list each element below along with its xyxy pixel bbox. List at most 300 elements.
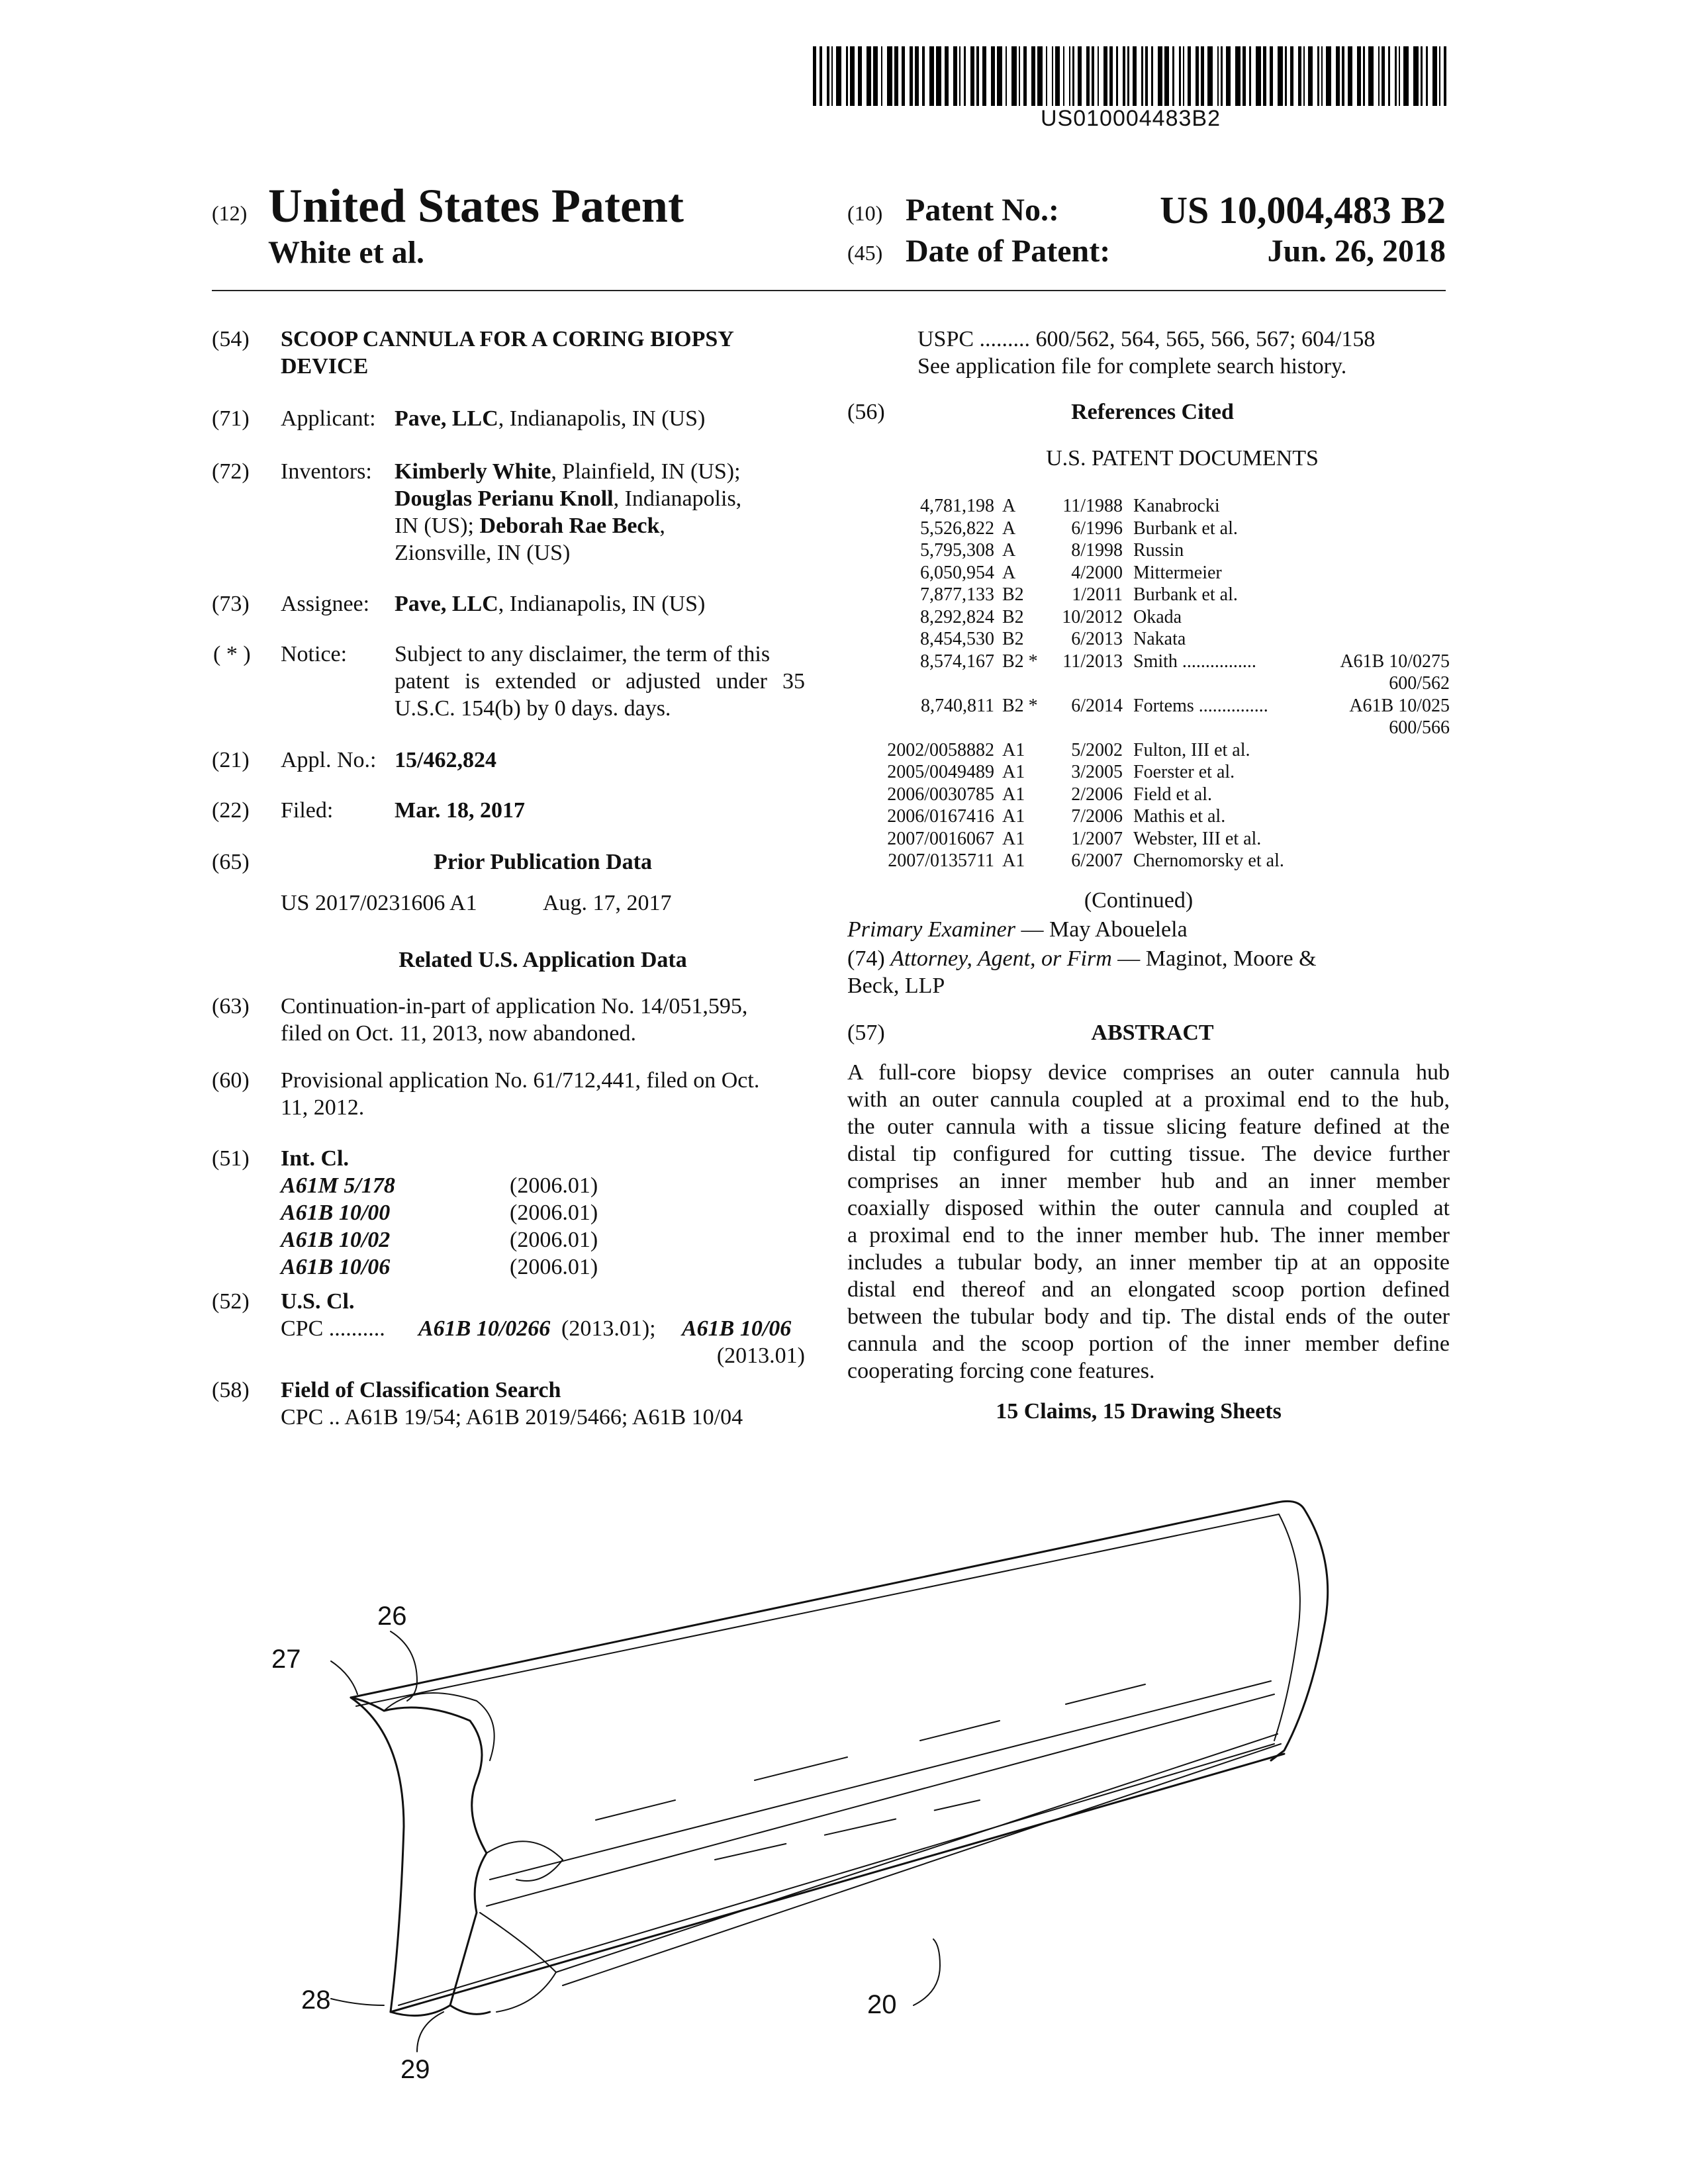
reference-kind: A bbox=[1002, 540, 1016, 561]
reference-name: Kanabrocki bbox=[1133, 496, 1220, 516]
reference-date: 11/1988 bbox=[1062, 496, 1123, 516]
cannula-top-edge-inner bbox=[356, 1514, 1279, 1706]
field-code: (51) bbox=[212, 1146, 250, 1171]
field-code: (58) bbox=[212, 1378, 250, 1402]
reference-number: 6,050,954 bbox=[920, 562, 994, 583]
abstract-body bbox=[847, 1059, 1450, 1385]
barcode-bar bbox=[945, 46, 949, 106]
barcode-bar bbox=[1388, 46, 1390, 106]
barcode-bar bbox=[1103, 46, 1107, 106]
reference-date: 2/2006 bbox=[1071, 784, 1123, 805]
field-22 bbox=[0, 797, 827, 827]
field-code: (63) bbox=[212, 994, 250, 1019]
hidden-edge-dashes bbox=[596, 1684, 1145, 1820]
us-patent-docs-heading: U.S. PATENT DOCUMENTS bbox=[1046, 446, 1319, 471]
barcode-bar bbox=[910, 46, 913, 106]
continuation-line2: filed on Oct. 11, 2013, now abandoned. bbox=[281, 1021, 636, 1046]
reference-number: 8,454,530 bbox=[920, 629, 994, 649]
reference-date: 1/2007 bbox=[1071, 828, 1123, 849]
barcode-bar bbox=[1179, 46, 1181, 106]
barcode-bar bbox=[1290, 46, 1293, 106]
barcode-bar bbox=[1072, 46, 1074, 106]
invention-title-line1: SCOOP CANNULA FOR A CORING BIOPSY bbox=[281, 327, 734, 351]
reference-date: 7/2006 bbox=[1071, 806, 1123, 827]
int-class: A61M 5/178 bbox=[281, 1173, 395, 1198]
reference-row bbox=[827, 695, 1450, 739]
reference-number: 4,781,198 bbox=[920, 496, 994, 516]
barcode-bar bbox=[858, 46, 862, 106]
barcode-bar bbox=[1116, 46, 1118, 106]
reference-name: Mathis et al. bbox=[1133, 806, 1226, 827]
barcode-bar bbox=[1207, 46, 1213, 106]
barcode-bar bbox=[1183, 46, 1184, 106]
barcode-bar bbox=[894, 46, 898, 106]
barcode-bar bbox=[867, 46, 871, 106]
barcode-bar bbox=[1164, 46, 1169, 106]
reference-kind: A bbox=[1002, 496, 1016, 516]
reference-kind: A1 bbox=[1002, 828, 1025, 849]
uspc-line: USPC ......... 600/562, 564, 565, 566, 567; 604/158 bbox=[917, 327, 1376, 351]
reference-name: Webster, III et al. bbox=[1133, 828, 1262, 849]
code-10: (10) bbox=[847, 201, 883, 225]
scoop-upper-lip bbox=[351, 1698, 482, 1780]
abstract-line: with an outer cannula coupled at a proximal end to the hub, bbox=[847, 1087, 1450, 1112]
field-notice bbox=[0, 641, 827, 727]
barcode-bar bbox=[1052, 46, 1053, 106]
barcode-bar bbox=[964, 46, 966, 106]
field-63 bbox=[0, 993, 827, 1052]
reference-number: 2007/0135711 bbox=[888, 850, 994, 871]
reference-kind: B2 * bbox=[1002, 695, 1038, 716]
field-code: (52) bbox=[212, 1289, 250, 1314]
reference-row bbox=[827, 606, 1450, 629]
inventor-2-location: , Indianapolis, bbox=[613, 486, 742, 511]
scoop-upper-lip-inner bbox=[384, 1693, 494, 1760]
date-label: Date of Patent: bbox=[906, 234, 1111, 269]
barcode-bar bbox=[1006, 46, 1007, 106]
reference-name: Okada bbox=[1133, 606, 1182, 627]
barcode-bar bbox=[1336, 46, 1340, 106]
cpc-version-2: (2013.01) bbox=[716, 1343, 805, 1368]
barcode-bar bbox=[1133, 46, 1137, 106]
abstract-line: distal end thereof and an elongated scoop portion defined bbox=[847, 1277, 1450, 1302]
field-code: (60) bbox=[212, 1068, 250, 1093]
reference-date: 5/2002 bbox=[1071, 739, 1123, 760]
provisional-line1: Provisional application No. 61/712,441, filed on Oct. bbox=[281, 1068, 760, 1093]
reference-name: Smith ................ bbox=[1133, 651, 1256, 672]
field-code-56: (56) bbox=[847, 400, 885, 424]
reference-name: Nakata bbox=[1133, 629, 1186, 649]
barcode-bar bbox=[1201, 46, 1204, 106]
forcing-cone-loop-upper bbox=[487, 1841, 563, 1881]
reference-date: 6/2014 bbox=[1071, 695, 1123, 716]
reference-row bbox=[827, 539, 1450, 562]
barcode-bar bbox=[1432, 46, 1437, 106]
reference-date: 10/2012 bbox=[1062, 606, 1123, 627]
inner-line-3 bbox=[556, 1734, 1278, 1972]
field-code: ( * ) bbox=[213, 642, 251, 666]
reference-kind: A bbox=[1002, 518, 1016, 539]
assignee-label: Assignee: bbox=[281, 592, 370, 616]
barcode-bar bbox=[1123, 46, 1125, 106]
reference-row bbox=[827, 805, 1450, 828]
reference-row bbox=[827, 518, 1450, 540]
reference-kind: A1 bbox=[1002, 784, 1025, 805]
int-class: A61B 10/02 bbox=[281, 1228, 391, 1252]
barcode-bar bbox=[1172, 46, 1174, 106]
reference-row bbox=[827, 628, 1450, 651]
patent-heading: United States Patent bbox=[268, 179, 684, 232]
barcode-bar bbox=[1249, 46, 1251, 106]
barcode-bar bbox=[953, 46, 957, 106]
reference-number: 5,526,822 bbox=[920, 518, 994, 539]
barcode-bar bbox=[887, 46, 892, 106]
barcode-bar bbox=[1413, 46, 1419, 106]
prior-pub-number: US 2017/0231606 A1 bbox=[281, 891, 477, 915]
barcode-bar bbox=[1298, 46, 1301, 106]
barcode-bar bbox=[813, 46, 816, 106]
reference-name: Field et al. bbox=[1133, 784, 1212, 805]
appl-no-label: Appl. No.: bbox=[281, 748, 377, 772]
inventor-3-sep: , bbox=[659, 514, 665, 538]
barcode-bar bbox=[936, 46, 941, 106]
field-51 bbox=[0, 1145, 827, 1284]
patent-date: Jun. 26, 2018 bbox=[1267, 234, 1446, 269]
notice-line2: patent is extended or adjusted under 35 bbox=[395, 669, 805, 694]
cpc-label: CPC .......... bbox=[281, 1316, 385, 1341]
barcode-bar bbox=[1357, 46, 1361, 106]
barcode-bar bbox=[1285, 46, 1287, 106]
reference-kind: B2 * bbox=[1002, 651, 1038, 672]
barcode-bar bbox=[970, 46, 974, 106]
field-58 bbox=[0, 1377, 827, 1436]
cannula-top-edge bbox=[351, 1501, 1304, 1698]
attorney-line2: Beck, LLP bbox=[847, 974, 945, 998]
field-60 bbox=[0, 1067, 827, 1126]
field-73 bbox=[0, 590, 827, 620]
barcode-bar bbox=[991, 46, 995, 106]
field-code: (22) bbox=[212, 798, 250, 823]
label-27: 27 bbox=[271, 1645, 301, 1674]
attorney-line1: — Maginot, Moore & bbox=[1111, 946, 1317, 971]
cannula-bottom-edge-inner bbox=[399, 1744, 1274, 2005]
reference-row bbox=[827, 850, 1450, 872]
barcode-bar bbox=[831, 46, 833, 106]
barcode-bar bbox=[1055, 46, 1060, 106]
barcode-bar bbox=[1226, 46, 1231, 106]
barcode-bar bbox=[922, 46, 925, 106]
barcode-bar bbox=[929, 46, 934, 106]
filed-date: Mar. 18, 2017 bbox=[395, 798, 526, 823]
related-heading: Related U.S. Application Data bbox=[399, 948, 687, 972]
abstract-line: cooperating forcing cone features. bbox=[847, 1359, 1155, 1383]
prior-pub-heading: Prior Publication Data bbox=[434, 850, 652, 874]
code-45: (45) bbox=[847, 241, 883, 265]
barcode-bar bbox=[1243, 46, 1246, 106]
label-29: 29 bbox=[400, 2055, 430, 2084]
abstract-line: a proximal end to the inner member hub. The inner member bbox=[847, 1223, 1450, 1248]
reference-class: A61B 10/0275 bbox=[1340, 651, 1450, 672]
abstract-line: cannula and the scoop portion of the inner member define bbox=[847, 1332, 1450, 1356]
invention-title-line2: DEVICE bbox=[281, 354, 369, 379]
field-54 bbox=[0, 326, 827, 385]
barcode-bar bbox=[1127, 46, 1129, 106]
reference-row bbox=[827, 584, 1450, 606]
barcode-bar bbox=[1145, 46, 1148, 106]
barcode-bar bbox=[1086, 46, 1090, 106]
barcode-bar bbox=[1196, 46, 1199, 106]
barcode-bar bbox=[1426, 46, 1428, 106]
reference-name: Burbank et al. bbox=[1133, 584, 1238, 605]
reference-number: 8,292,824 bbox=[920, 606, 994, 627]
notice-line3: U.S.C. 154(b) by 0 days. days. bbox=[395, 696, 671, 721]
barcode-bar bbox=[1098, 46, 1099, 106]
assignee-name: Pave, LLC bbox=[395, 592, 498, 616]
int-class-version: (2006.01) bbox=[510, 1201, 598, 1225]
reference-kind: B2 bbox=[1002, 584, 1024, 605]
reference-row bbox=[827, 739, 1450, 762]
barcode-bar bbox=[820, 46, 822, 106]
barcode-bar bbox=[1019, 46, 1020, 106]
label-20: 20 bbox=[867, 1990, 897, 2019]
provisional-line2: 11, 2012. bbox=[281, 1095, 365, 1120]
barcode-bar bbox=[1278, 46, 1283, 106]
barcode-bar bbox=[1303, 46, 1305, 106]
barcode-bar bbox=[915, 46, 919, 106]
barcode-bar bbox=[846, 46, 848, 106]
reference-kind: B2 bbox=[1002, 629, 1024, 649]
reference-name: Foerster et al. bbox=[1133, 762, 1235, 782]
label-26: 26 bbox=[377, 1602, 407, 1631]
reference-name: Fortems ............... bbox=[1133, 695, 1268, 716]
reference-row bbox=[827, 651, 1450, 695]
reference-name: Chernomorsky et al. bbox=[1133, 850, 1284, 871]
barcode-bar bbox=[873, 46, 878, 106]
reference-class: A61B 10/025 bbox=[1349, 695, 1450, 716]
inventor-3-location: Zionsville, IN (US) bbox=[395, 541, 571, 565]
abstract-line: comprises an inner member hub and an inner member bbox=[847, 1169, 1450, 1193]
forcing-cone-loop-lower bbox=[480, 1913, 556, 2012]
barcode-bar bbox=[1263, 46, 1266, 106]
barcode-bar bbox=[1188, 46, 1191, 106]
reference-number: 8,574,167 bbox=[920, 651, 994, 672]
barcode-bar bbox=[1221, 46, 1223, 106]
cpc-class-2: A61B 10/06 bbox=[682, 1316, 792, 1341]
barcode-bar bbox=[1368, 46, 1374, 106]
barcode-bar bbox=[850, 46, 855, 106]
reference-row bbox=[827, 784, 1450, 806]
abstract-line: between the tubular body and tip. The distal ends of the outer bbox=[847, 1304, 1450, 1329]
field-21 bbox=[0, 747, 827, 776]
int-class: A61B 10/00 bbox=[281, 1201, 391, 1225]
reference-row bbox=[827, 562, 1450, 584]
barcode-bar bbox=[1158, 46, 1162, 106]
inner-line-2 bbox=[487, 1694, 1274, 1906]
barcode-bar bbox=[1217, 46, 1219, 106]
barcode-bar bbox=[1317, 46, 1319, 106]
references-table bbox=[827, 495, 1450, 872]
reference-date: 6/1996 bbox=[1071, 518, 1123, 539]
search-cpc: CPC .. A61B 19/54; A61B 2019/5466; A61B 10/04 bbox=[281, 1405, 743, 1430]
barcode-bar bbox=[827, 46, 829, 106]
cpc-class-1: A61B 10/0266 bbox=[418, 1316, 551, 1341]
continuation-line1: Continuation-in-part of application No. 14/051,595, bbox=[281, 994, 748, 1019]
abstract-line: the outer cannula with a tissue slicing feature defined at the bbox=[847, 1115, 1450, 1139]
reference-name: Russin bbox=[1133, 540, 1184, 561]
barcode-bar bbox=[1031, 46, 1035, 106]
field-code: (72) bbox=[212, 459, 250, 484]
inventor-2-state: IN (US); bbox=[395, 514, 480, 538]
attorney bbox=[847, 945, 1450, 972]
label-28: 28 bbox=[301, 1985, 331, 2015]
reference-date: 6/2007 bbox=[1071, 850, 1123, 871]
reference-kind: B2 bbox=[1002, 606, 1024, 627]
reference-date: 11/2013 bbox=[1062, 651, 1123, 672]
inventors-label: Inventors: bbox=[281, 459, 372, 484]
abstract-line: A full-core biopsy device comprises an outer cannula hub bbox=[847, 1060, 1450, 1085]
reference-kind: A1 bbox=[1002, 806, 1025, 827]
code-12: (12) bbox=[212, 201, 248, 225]
barcode-bar bbox=[1151, 46, 1153, 106]
leader-20 bbox=[914, 1939, 940, 2005]
inner-line-4 bbox=[563, 1744, 1281, 1985]
barcode-bar bbox=[976, 46, 979, 106]
inventor-2: Douglas Perianu Knoll bbox=[395, 486, 614, 511]
reference-row bbox=[827, 495, 1450, 518]
barcode-bar bbox=[1011, 46, 1017, 106]
field-code: (73) bbox=[212, 592, 250, 616]
filed-label: Filed: bbox=[281, 798, 334, 823]
reference-date: 8/1998 bbox=[1071, 540, 1123, 561]
cpc-version-1: (2013.01); bbox=[561, 1316, 656, 1341]
int-class-version: (2006.01) bbox=[510, 1173, 598, 1198]
barcode-bar bbox=[836, 46, 841, 106]
inventor-3: Deborah Rae Beck bbox=[479, 514, 660, 538]
barcode-bar bbox=[1342, 46, 1344, 106]
reference-number: 2007/0016067 bbox=[887, 828, 994, 849]
notice-label: Notice: bbox=[281, 642, 348, 666]
continued-note: (Continued) bbox=[1084, 888, 1194, 913]
barcode-bar bbox=[1037, 46, 1043, 106]
barcode-bar bbox=[997, 46, 1002, 106]
barcode-bar bbox=[1382, 46, 1385, 106]
field-72 bbox=[0, 458, 827, 570]
barcode-number: US010004483B2 bbox=[1040, 106, 1221, 131]
barcode-bar bbox=[1444, 46, 1446, 106]
patent-drawing bbox=[252, 1482, 1456, 2091]
leader-27 bbox=[331, 1661, 357, 1694]
int-class: A61B 10/06 bbox=[281, 1255, 391, 1279]
reference-date: 4/2000 bbox=[1071, 562, 1123, 583]
leader-29 bbox=[417, 2012, 444, 2052]
leader-26 bbox=[391, 1631, 417, 1701]
field-71 bbox=[0, 405, 827, 435]
barcode-bar bbox=[1348, 46, 1352, 106]
scoop-left-curve bbox=[351, 1698, 404, 2012]
reference-kind: A bbox=[1002, 562, 1016, 583]
barcode-bar bbox=[1439, 46, 1440, 106]
reference-number: 7,877,133 bbox=[920, 584, 994, 605]
barcode-bar bbox=[1069, 46, 1070, 106]
barcode-bar bbox=[1023, 46, 1027, 106]
reference-row bbox=[827, 828, 1450, 850]
applicant-label: Applicant: bbox=[281, 406, 376, 431]
barcode-bar bbox=[1308, 46, 1313, 106]
barcode-bar bbox=[1092, 46, 1094, 106]
applicant-name: Pave, LLC bbox=[395, 406, 498, 431]
int-class-version: (2006.01) bbox=[510, 1228, 598, 1252]
primary-examiner bbox=[847, 916, 1450, 943]
barcode-bar bbox=[1395, 46, 1397, 106]
reference-row bbox=[827, 761, 1450, 784]
patent-number: US 10,004,483 B2 bbox=[1160, 189, 1446, 232]
barcode-bar bbox=[1270, 46, 1273, 106]
barcode-bar bbox=[902, 46, 905, 106]
barcode-bar bbox=[1235, 46, 1241, 106]
cannula-right-end-inner bbox=[1274, 1514, 1300, 1741]
attorney-label: Attorney, Agent, or Firm bbox=[890, 946, 1112, 971]
us-cl-heading: U.S. Cl. bbox=[281, 1289, 355, 1314]
barcode-bar bbox=[1363, 46, 1365, 106]
reference-number: 2006/0030785 bbox=[887, 784, 994, 805]
barcode-bar bbox=[881, 46, 882, 106]
reference-number: 2002/0058882 bbox=[887, 739, 994, 760]
reference-subclass: 600/566 bbox=[1389, 717, 1450, 738]
references-heading: References Cited bbox=[1071, 400, 1234, 424]
reference-number: 2006/0167416 bbox=[887, 806, 994, 827]
inventor-1-location: , Plainfield, IN (US); bbox=[551, 459, 741, 484]
patent-no-label: Patent No.: bbox=[906, 193, 1059, 228]
field-code: (54) bbox=[212, 327, 250, 351]
barcode-bar bbox=[1063, 46, 1064, 106]
search-history: See application file for complete search history. bbox=[917, 354, 1347, 379]
barcode-bar bbox=[959, 46, 961, 106]
examiner-label: Primary Examiner bbox=[847, 917, 1016, 942]
reference-name: Fulton, III et al. bbox=[1133, 739, 1250, 760]
reference-kind: A1 bbox=[1002, 739, 1025, 760]
reference-kind: A1 bbox=[1002, 850, 1025, 871]
claims-count: 15 Claims, 15 Drawing Sheets bbox=[996, 1399, 1282, 1424]
barcode-bar bbox=[1141, 46, 1143, 106]
field-65 bbox=[0, 848, 827, 915]
assignee-location: , Indianapolis, IN (US) bbox=[498, 592, 706, 616]
field-code: (74) bbox=[847, 946, 885, 971]
barcode-bar bbox=[1378, 46, 1380, 106]
int-class-version: (2006.01) bbox=[510, 1255, 598, 1279]
prior-pub-date: Aug. 17, 2017 bbox=[543, 891, 672, 915]
applicant-location: , Indianapolis, IN (US) bbox=[498, 406, 706, 431]
reference-name: Mittermeier bbox=[1133, 562, 1222, 583]
barcode-bar bbox=[1256, 46, 1261, 106]
header-rule bbox=[212, 290, 1446, 291]
barcode-bar bbox=[1403, 46, 1409, 106]
field-code-57: (57) bbox=[847, 1021, 885, 1045]
appl-no: 15/462,824 bbox=[395, 748, 496, 772]
int-cl-heading: Int. Cl. bbox=[281, 1146, 349, 1171]
examiner-name: — May Abouelela bbox=[1015, 917, 1188, 942]
abstract-line: includes a tubular body, an inner member tip at an opposite bbox=[847, 1250, 1450, 1275]
reference-kind: A1 bbox=[1002, 762, 1025, 782]
abstract-line: coaxially disposed within the outer cannula and coupled at bbox=[847, 1196, 1450, 1220]
reference-number: 5,795,308 bbox=[920, 540, 994, 561]
barcode-bar bbox=[1399, 46, 1400, 106]
barcode-bar bbox=[982, 46, 986, 106]
barcode bbox=[813, 46, 1448, 106]
reference-number: 8,740,811 bbox=[921, 695, 994, 716]
barcode-bar bbox=[1046, 46, 1047, 106]
authors: White et al. bbox=[268, 235, 424, 270]
barcode-bar bbox=[1326, 46, 1331, 106]
